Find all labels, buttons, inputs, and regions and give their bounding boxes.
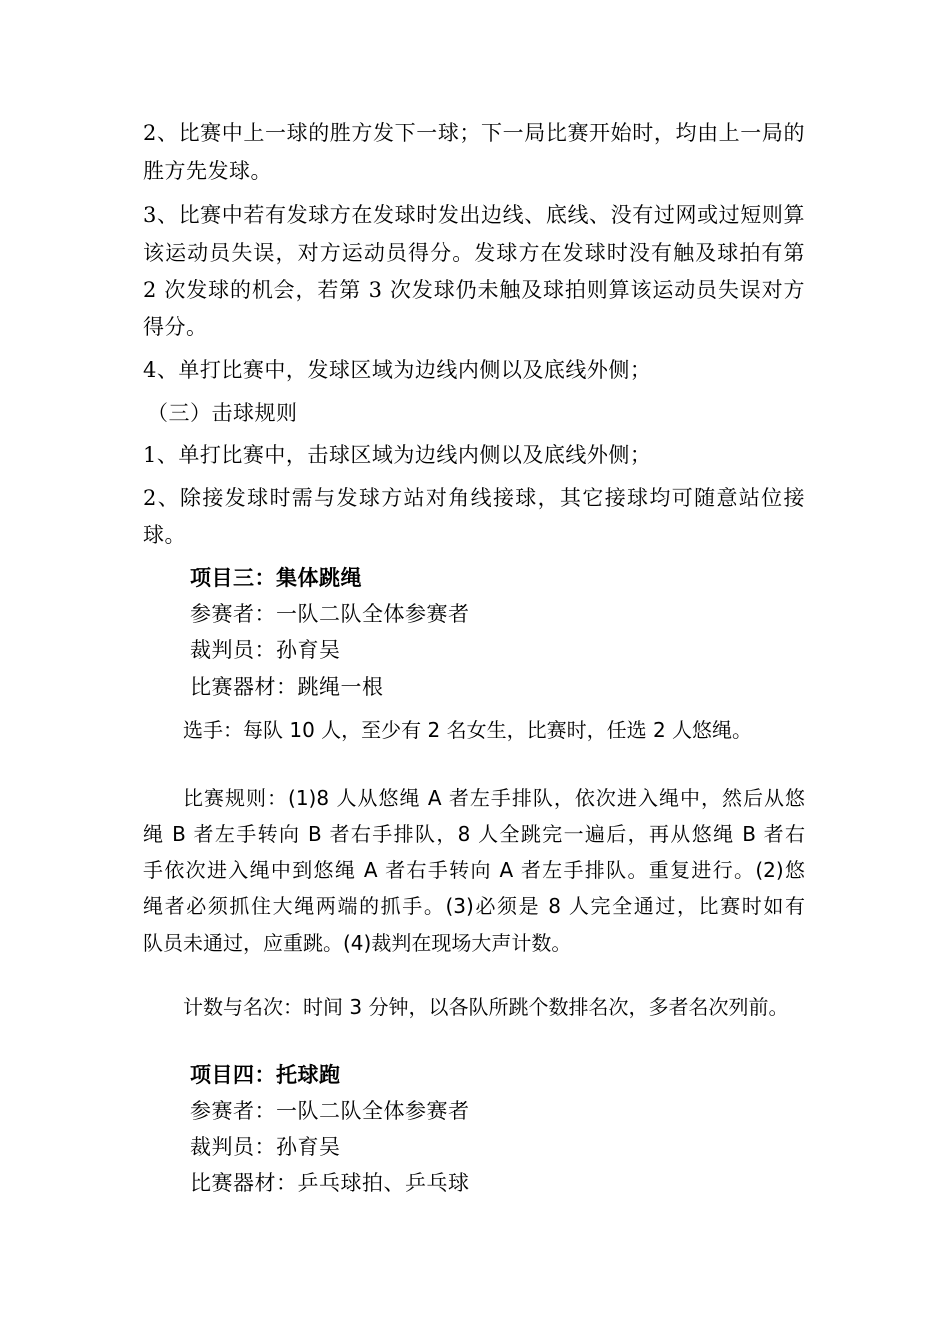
project3-players: 选手：每队 10 人，至少有 2 名女生，比赛时，任选 2 人悠绳。: [183, 718, 753, 742]
hit-rule-1: 1、单打比赛中，击球区域为边线内侧以及底线外侧；: [143, 443, 652, 467]
serve-rule-3-line-1: 3、比赛中若有发球方在发球时发出边线、底线、没有过网或过短则算: [143, 203, 805, 227]
project3-title: 项目三：集体跳绳: [190, 565, 362, 590]
project4-equipment: 比赛器材：乒乓球拍、乒乓球: [190, 1171, 470, 1195]
project4-referee: 裁判员：孙育吴: [190, 1135, 341, 1159]
serve-rule-3-line-2: 该运动员失误，对方运动员得分。发球方在发球时没有触及球拍有第: [143, 241, 805, 265]
project3-rules-line-4: 绳者必须抓住大绳两端的抓手。(3)必须是 8 人完全通过，比赛时如有: [143, 894, 805, 918]
project3-scoring: 计数与名次：时间 3 分钟，以各队所跳个数排名次，多者名次列前。: [183, 995, 789, 1019]
project4-title: 项目四：托球跑: [190, 1062, 341, 1087]
hit-rule-2-line-2: 球。: [143, 523, 186, 547]
serve-rule-3-line-3: 2 次发球的机会，若第 3 次发球仍未触及球拍则算该运动员失误对方: [143, 278, 805, 302]
project3-equipment: 比赛器材：跳绳一根: [190, 675, 384, 699]
project3-rules-line-2: 绳 B 者左手转向 B 者右手排队，8 人全跳完一遍后，再从悠绳 B 者右: [143, 822, 805, 846]
project4-participants: 参赛者：一队二队全体参赛者: [190, 1099, 470, 1123]
serve-rule-4: 4、单打比赛中，发球区域为边线内侧以及底线外侧；: [143, 358, 652, 382]
project3-rules-line-5: 队员未通过，应重跳。(4)裁判在现场大声计数。: [143, 931, 572, 955]
hit-rule-2-line-1: 2、除接发球时需与发球方站对角线接球，其它接球均可随意站位接: [143, 486, 805, 510]
serve-rule-2-line-1: 2、比赛中上一球的胜方发下一球；下一局比赛开始时，均由上一局的: [143, 121, 805, 145]
project3-rules-line-3: 手依次进入绳中到悠绳 A 者右手转向 A 者左手排队。重复进行。(2)悠: [143, 858, 805, 882]
project3-rules-line-1: 比赛规则：(1)8 人从悠绳 A 者左手排队，依次进入绳中，然后从悠: [183, 786, 805, 810]
project3-referee: 裁判员：孙育吴: [190, 638, 341, 662]
hit-rules-heading: （三）击球规则: [147, 401, 298, 425]
serve-rule-3-line-4: 得分。: [143, 315, 208, 339]
project3-participants: 参赛者：一队二队全体参赛者: [190, 602, 470, 626]
serve-rule-2-line-2: 胜方先发球。: [143, 159, 272, 183]
